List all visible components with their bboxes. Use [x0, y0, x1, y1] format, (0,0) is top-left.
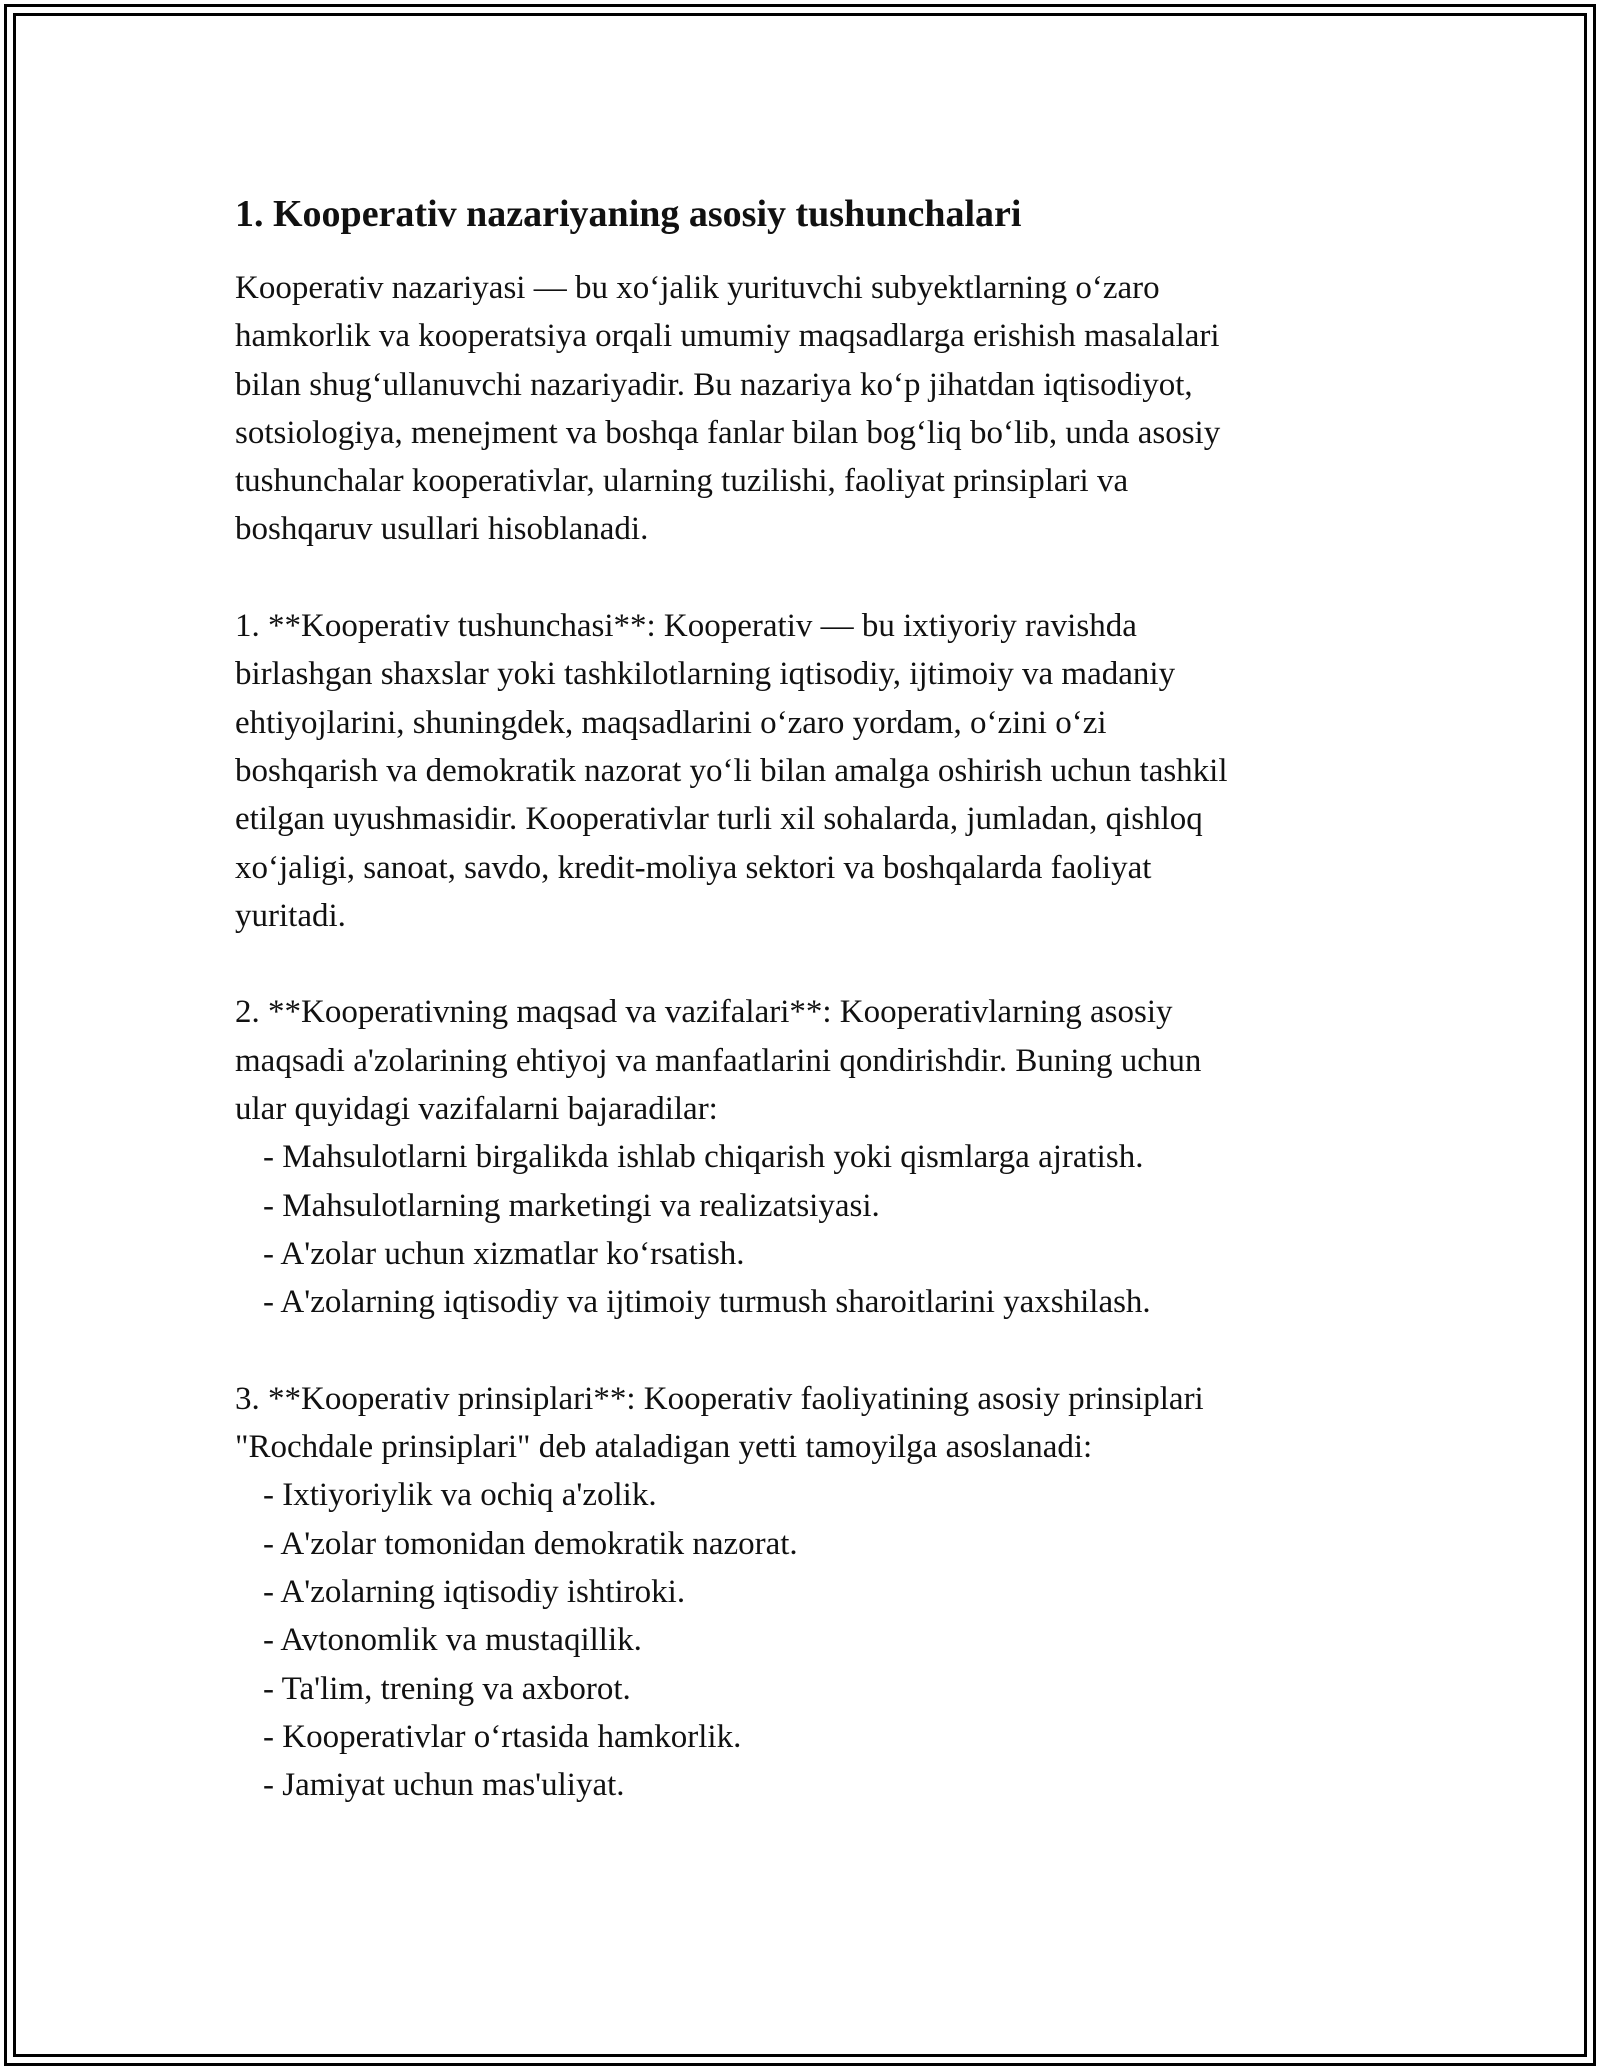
paragraph-spacer: [235, 554, 1375, 602]
list-item: - Mahsulotlarni birgalikda ishlab chiqarish yoki qismlarga ajratish.: [263, 1139, 1144, 1176]
section-heading: 1. Kooperativ nazariyaning asosiy tushunchalari: [235, 193, 1022, 235]
paragraph-spacer: [235, 940, 1375, 988]
list-item: - Avtonomlik va mustaqillik.: [263, 1622, 642, 1659]
document-body: [235, 190, 1375, 1810]
section-3-paragraph: 3. **Kooperativ prinsiplari**: Kooperativ faoliyatining asosiy prinsiplari "Rochdale prinsiplari" deb ataladigan yetti tamoyilga asoslanadi:: [235, 1380, 1204, 1466]
intro-paragraph: Kooperativ nazariyasi — bu xo‘jalik yurituvchi subyektlarning o‘zaro hamkorlik va kooperatsiya orqali umumiy maqsadlarga erishish masalalari bilan shug‘ullanuvchi nazariyadir. Bu nazariya ko‘p jihatdan iqtisodiyot, sotsiologiya, menejment va boshqa fanlar bilan bog‘liq bo‘lib, unda asosiy tushunchalar kooperativlar, ularning tuzilishi, faoliyat prinsiplari va boshqaruv usullari hisoblanadi.: [235, 270, 1221, 548]
paragraph-spacer: [235, 1327, 1375, 1375]
section-2-list: [235, 1133, 1375, 1326]
list-item: - A'zolar tomonidan demokratik nazorat.: [263, 1525, 798, 1562]
list-item: - Ixtiyoriylik va ochiq a'zolik.: [263, 1477, 657, 1514]
list-item: - A'zolarning iqtisodiy va ijtimoiy turmush sharoitlarini yaxshilash.: [263, 1284, 1151, 1321]
section-2-paragraph: 2. **Kooperativning maqsad va vazifalari**: Kooperativlarning asosiy maqsadi a'zolarining ehtiyoj va manfaatlarini qondirishdir. Buning uchun ular quyidagi vazifalarni bajaradilar:: [235, 994, 1202, 1128]
section-1-paragraph: 1. **Kooperativ tushunchasi**: Kooperativ — bu ixtiyoriy ravishda birlashgan shaxslar yoki tashkilotlarning iqtisodiy, ijtimoiy va madaniy ehtiyojlarini, shuningdek, maqsadlarini o‘zaro yordam, o‘zini o‘zi boshqarish va demokratik nazorat yo‘li bilan amalga oshirish uchun tashkil etilgan uyushmasidir. Kooperativlar turli xil sohalarda, jumladan, qishloq xo‘jaligi, sanoat, savdo, kredit-moliya sektori va boshqalarda faoliyat yuritadi.: [235, 608, 1228, 934]
list-item: - Jamiyat uchun mas'uliyat.: [263, 1767, 625, 1804]
list-item: - Kooperativlar o‘rtasida hamkorlik.: [263, 1718, 742, 1755]
list-item: - Mahsulotlarning marketingi va realizatsiyasi.: [263, 1187, 880, 1224]
section-3-list: [235, 1471, 1375, 1809]
list-item: - Ta'lim, trening va axborot.: [263, 1670, 631, 1707]
list-item: - A'zolar uchun xizmatlar ko‘rsatish.: [263, 1235, 745, 1272]
list-item: - A'zolarning iqtisodiy ishtiroki.: [263, 1574, 686, 1611]
